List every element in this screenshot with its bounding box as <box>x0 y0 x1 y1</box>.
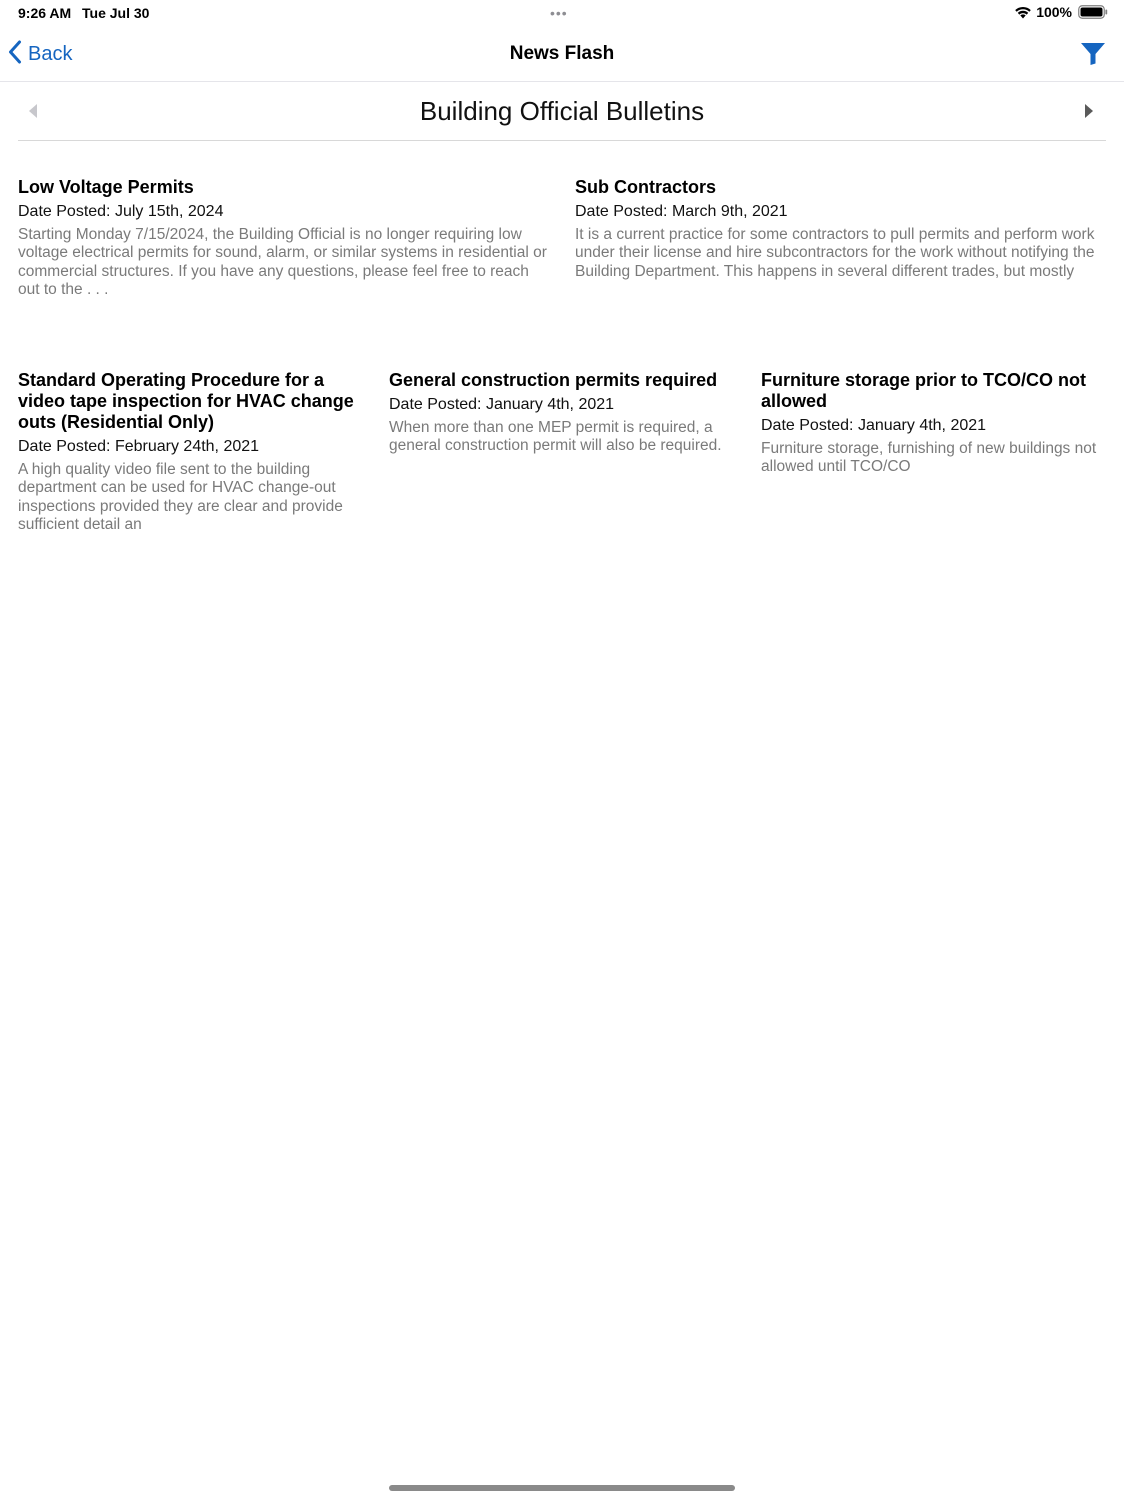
status-time: 9:26 AM <box>18 5 72 21</box>
bulletin-card[interactable] <box>18 177 548 300</box>
bulletin-date: Date Posted: July 15th, 2024 <box>18 203 224 220</box>
caret-right-icon <box>1084 106 1094 123</box>
bulletin-date: Date Posted: January 4th, 2021 <box>389 396 615 413</box>
bulletin-summary: Furniture storage, furnishing of new buildings not allowed until TCO/CO <box>761 440 1097 476</box>
bulletin-summary: When more than one MEP permit is required, a general construction permit will also be required. <box>389 419 722 455</box>
home-indicator[interactable] <box>389 1485 735 1491</box>
bulletin-date: Date Posted: February 24th, 2021 <box>18 438 260 455</box>
bulletin-date: Date Posted: March 9th, 2021 <box>575 203 788 220</box>
back-label: Back <box>28 43 73 65</box>
bulletin-card[interactable] <box>389 370 734 456</box>
bulletin-summary: A high quality video file sent to the building department can be used for HVAC change-out inspections provided they are clear and provide sufficient detail an <box>18 461 343 534</box>
navigation-bar <box>0 28 1124 82</box>
bulletin-card[interactable] <box>761 370 1101 477</box>
section-header <box>18 82 1106 141</box>
status-date: Tue Jul 30 <box>82 5 150 21</box>
bulletin-card[interactable] <box>575 177 1095 281</box>
battery-icon <box>1078 5 1108 19</box>
bulletin-summary: It is a current practice for some contractors to pull permits and perform work under their license and hire subcontractors for the work without notifying the Building Department. This happens in several different trades, but mostly <box>575 226 1095 280</box>
section-title: Building Official Bulletins <box>419 96 705 126</box>
filter-icon <box>1080 53 1106 70</box>
bulletin-title: Low Voltage Permits <box>18 177 194 197</box>
status-bar <box>0 0 1124 26</box>
filter-button[interactable] <box>1080 42 1106 71</box>
page-title: News Flash <box>509 43 615 64</box>
battery-percent: 100% <box>1036 4 1072 20</box>
status-indicators <box>1014 4 1108 20</box>
bulletin-title: General construction permits required <box>389 370 718 390</box>
bulletin-card[interactable] <box>18 370 363 535</box>
bulletin-summary: Starting Monday 7/15/2024, the Building Official is no longer requiring low voltage electrical permits for sound, alarm, or similar systems in residential or commercial structures. If you have any questions, please feel free to reach out to the . . . <box>18 226 547 299</box>
next-page-button[interactable] <box>1084 103 1094 124</box>
multitasking-dots[interactable]: ••• <box>550 5 568 21</box>
bulletin-title: Standard Operating Procedure for a video tape inspection for HVAC change outs (Residential Only) <box>18 370 354 432</box>
bulletin-title: Sub Contractors <box>575 177 717 197</box>
bulletin-date: Date Posted: January 4th, 2021 <box>761 417 987 434</box>
bulletin-title: Furniture storage prior to TCO/CO not allowed <box>761 370 1086 411</box>
wifi-icon <box>1014 5 1032 19</box>
